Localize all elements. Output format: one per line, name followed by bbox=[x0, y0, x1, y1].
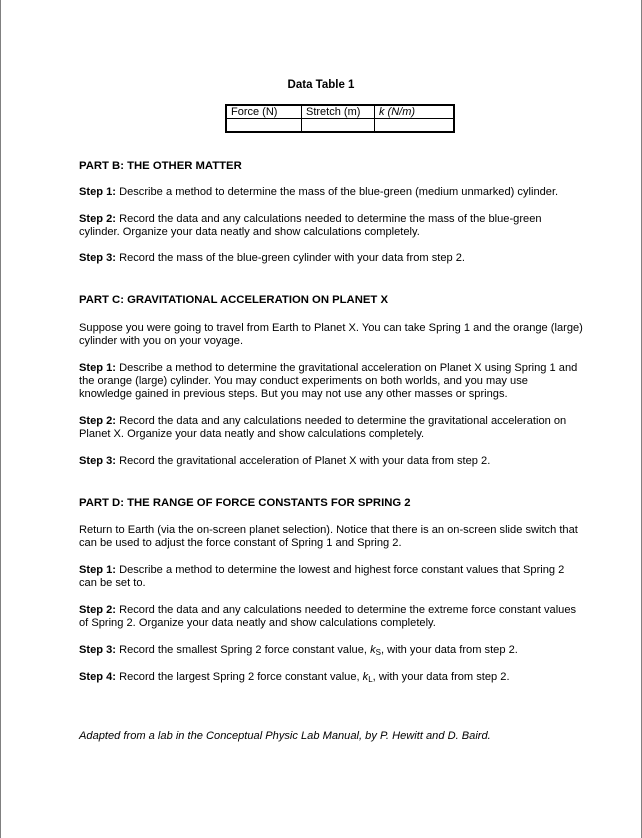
part-b-step-1 bbox=[79, 186, 584, 199]
data-table-1 bbox=[225, 104, 455, 133]
step-label: Step 1: bbox=[79, 186, 116, 198]
step-label: Step 1: bbox=[79, 564, 116, 576]
step-label: Step 3: bbox=[79, 644, 116, 656]
data-table-title: Data Table 1 bbox=[287, 79, 355, 91]
part-b-step-2 bbox=[79, 213, 584, 239]
header-stretch: Stretch (m) bbox=[302, 105, 375, 119]
step-text: Record the largest Spring 2 force constant value, bbox=[116, 671, 363, 683]
k-subscript: S bbox=[375, 648, 381, 657]
part-b-heading: PART B: THE OTHER MATTER bbox=[79, 160, 242, 172]
part-c-step-2 bbox=[79, 415, 584, 441]
k-variable: k bbox=[362, 671, 369, 683]
step-text: Describe a method to determine the mass of the blue-green (medium unmarked) cylinder. bbox=[116, 186, 559, 198]
document-content bbox=[79, 160, 584, 743]
k-variable: k bbox=[370, 644, 376, 656]
step-text: Record the data and any calculations needed to determine the gravitational acceleration on Planet X. Organize your data neatly and show calculations completely. bbox=[79, 415, 567, 440]
step-text: Record the mass of the blue-green cylinder with your data from step 2. bbox=[116, 252, 466, 264]
header-force: Force (N) bbox=[226, 105, 302, 119]
part-d-heading: PART D: THE RANGE OF FORCE CONSTANTS FOR SPRING 2 bbox=[79, 497, 411, 509]
step-label: Step 2: bbox=[79, 604, 116, 616]
step-text: Describe a method to determine the gravitational acceleration on Planet X using Spring 1 and the orange (large) cylinder. You may conduct experiments on both worlds, and you may use knowledge gained in previous steps. But you may not use any other masses or springs. bbox=[79, 362, 578, 400]
step-text: Record the smallest Spring 2 force constant value, bbox=[116, 644, 371, 656]
step-label: Step 3: bbox=[79, 252, 116, 264]
table-cell[interactable] bbox=[375, 119, 455, 133]
step-text: Record the data and any calculations needed to determine the extreme force constant values of Spring 2. Organize your data neatly and show calculations completely. bbox=[79, 604, 577, 629]
step-label: Step 2: bbox=[79, 415, 116, 427]
table-cell[interactable] bbox=[302, 119, 375, 133]
step-label: Step 4: bbox=[79, 671, 116, 683]
part-c-step-1 bbox=[79, 362, 584, 401]
table-header-row bbox=[226, 105, 454, 119]
part-d-step-2 bbox=[79, 604, 584, 630]
part-c-step-3 bbox=[79, 455, 584, 468]
footer-credit: Adapted from a lab in the Conceptual Physic Lab Manual, by P. Hewitt and D. Baird. bbox=[79, 730, 491, 742]
step-text: , with your data from step 2. bbox=[372, 671, 510, 683]
step-label: Step 3: bbox=[79, 455, 116, 467]
step-label: Step 1: bbox=[79, 362, 116, 374]
part-d-step-3 bbox=[79, 644, 584, 657]
part-b-step-3 bbox=[79, 252, 584, 265]
part-d-step-1 bbox=[79, 564, 584, 590]
step-text: Record the data and any calculations needed to determine the mass of the blue-green cylinder. Organize your data neatly and show calculations completely. bbox=[79, 213, 542, 238]
part-d-step-4 bbox=[79, 671, 584, 684]
part-c-intro: Suppose you were going to travel from Earth to Planet X. You can take Spring 1 and the orange (large) cylinder with you on your voyage. bbox=[79, 322, 583, 347]
step-text: Record the gravitational acceleration of Planet X with your data from step 2. bbox=[116, 455, 491, 467]
step-label: Step 2: bbox=[79, 213, 116, 225]
step-text: Describe a method to determine the lowest and highest force constant values that Spring 2 can be set to. bbox=[79, 564, 565, 589]
header-k: k (N/m) bbox=[375, 105, 455, 119]
part-c-heading: PART C: GRAVITATIONAL ACCELERATION ON PLANET X bbox=[79, 294, 388, 306]
k-subscript: L bbox=[368, 675, 373, 684]
step-text: , with your data from step 2. bbox=[380, 644, 518, 656]
part-d-intro: Return to Earth (via the on-screen planet selection). Notice that there is an on-screen slide switch that can be used to adjust the force constant of Spring 1 and Spring 2. bbox=[79, 524, 578, 549]
table-cell[interactable] bbox=[226, 119, 302, 133]
table-row bbox=[226, 119, 454, 133]
